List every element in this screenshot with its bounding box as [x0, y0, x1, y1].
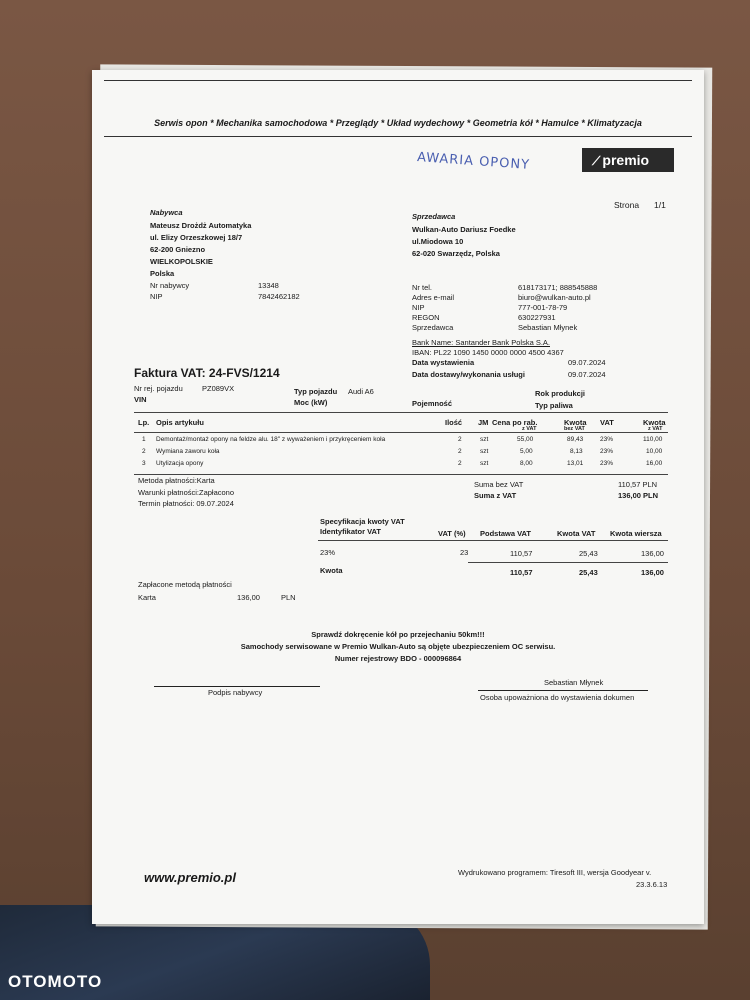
page-value: 1/1 — [654, 200, 666, 210]
vin-label: VIN — [134, 395, 147, 404]
seller-signature-line — [478, 690, 648, 691]
row-qty: 2 — [458, 436, 462, 443]
top-rule — [104, 80, 692, 81]
table-top-rule — [134, 412, 668, 413]
fuel-label: Typ paliwa — [535, 401, 573, 410]
notice-line2: Samochody serwisowane w Premio Wulkan-Auto są objęte ubezpieczeniem OC serwisu. — [240, 642, 556, 651]
invoice-title: Faktura VAT: 24-FVS/1214 — [134, 366, 280, 380]
notice-line1: Sprawdź dokręcenie kół po przejechaniu 50km!!! — [311, 630, 485, 639]
vat-total-vat: 25,43 — [579, 568, 598, 577]
seller-iban: IBAN: PL22 1090 1450 0000 0000 4500 4367 — [412, 348, 564, 357]
seller-bank: Bank Name: Santander Bank Polska S.A. — [412, 338, 550, 347]
col-desc: Opis artykułu — [156, 418, 204, 427]
table-row — [92, 460, 704, 472]
payment-due: Termin płatności: 09.07.2024 — [138, 499, 234, 508]
vehicle-type-label: Typ pojazdu — [294, 387, 338, 396]
seller-person-label: Sprzedawca — [412, 323, 454, 332]
vat-row-rate: 23 — [460, 548, 469, 557]
payment-method: Metoda płatności:Karta — [138, 476, 215, 485]
page-label: Strona — [614, 200, 640, 210]
vat-row-label: Kwota wiersza — [610, 529, 662, 538]
paid-method: Karta — [138, 593, 156, 602]
seller-regon-label: REGON — [412, 313, 440, 322]
buyer-nr-label: Nr nabywcy — [150, 281, 190, 290]
vat-row-vat: 25,43 — [579, 549, 598, 558]
seller-tel-label: Nr tel. — [412, 283, 433, 292]
table-row — [92, 448, 704, 460]
row-gross: 110,00 — [643, 436, 663, 443]
col-lp: Lp. — [138, 418, 150, 427]
buyer-name: Mateusz Drożdż Automatyka — [150, 221, 252, 230]
premio-logo-icon: ⟋ — [592, 154, 601, 168]
payment-terms: Warunki płatności:Zapłacono — [138, 488, 235, 497]
row-net: 8,13 — [570, 448, 583, 455]
col-net-sub: bez VAT — [564, 426, 585, 432]
seller-city: 62-020 Swarzędz, Polska — [412, 249, 500, 258]
row-jm: szt — [480, 448, 489, 455]
premio-logo — [582, 148, 674, 172]
paid-label: Zapłacone metodą płatności — [138, 580, 232, 589]
seller-regon-value: 630227931 — [518, 313, 556, 322]
vat-id-label: Identyfikator VAT — [320, 527, 381, 536]
row-vat: 23% — [600, 460, 614, 467]
buyer-signature-line — [154, 686, 320, 687]
col-vat: VAT — [600, 418, 614, 427]
notice-line3: Numer rejestrowy BDO - 000096864 — [334, 654, 462, 663]
printed-by: Wydrukowano programem: Tiresoft III, wersja Goodyear v. — [458, 868, 652, 877]
paid-amount: 136,00 — [237, 593, 260, 602]
vat-row-total: 136,00 — [641, 549, 664, 558]
col-gross: Kwota — [643, 418, 666, 427]
row-net: 89,43 — [567, 436, 584, 443]
seller-street: ul.Miodowa 10 — [412, 237, 464, 246]
seller-label: Sprzedawca — [412, 212, 456, 221]
buyer-region: WIELKOPOLSKIE — [150, 257, 213, 266]
row-net: 13,01 — [567, 460, 584, 467]
row-qty: 2 — [458, 448, 462, 455]
vehicle-type-value: Audi A6 — [348, 387, 374, 396]
issue-date-value: 09.07.2024 — [568, 358, 606, 367]
row-lp: 3 — [142, 460, 146, 467]
seller-person-value: Sebastian Młynek — [518, 323, 578, 332]
otomoto-watermark: OTOMOTO — [8, 972, 103, 991]
row-jm: szt — [480, 460, 489, 467]
paid-currency: PLN — [281, 593, 296, 602]
delivery-date-label: Data dostawy/wykonania usługi — [412, 370, 525, 379]
vat-total-rule — [468, 562, 668, 563]
row-vat: 23% — [600, 436, 614, 443]
buyer-street: ul. Elizy Orzeszkowej 18/7 — [150, 233, 243, 242]
vat-amount-label: Kwota VAT — [557, 529, 596, 538]
col-net: Kwota — [564, 418, 587, 427]
col-jm: JM — [478, 418, 489, 427]
vat-total-base: 110,57 — [510, 568, 533, 577]
row-desc: Demontaż/montaż opony na feldze alu. 18" z wyważeniem i przykręceniem koła — [156, 436, 386, 443]
row-lp: 1 — [142, 436, 146, 443]
vat-row-base: 110,57 — [510, 549, 533, 558]
col-gross-sub: z VAT — [648, 426, 663, 432]
row-lp: 2 — [142, 448, 146, 455]
row-jm: szt — [480, 436, 489, 443]
seller-email-label: Adres e-mail — [412, 293, 455, 302]
table-bottom-rule — [134, 474, 668, 475]
buyer-nip-label: NIP — [150, 292, 163, 301]
row-vat: 23% — [600, 448, 614, 455]
buyer-nip-value: 7842462182 — [258, 292, 300, 301]
services-line: Serwis opon * Mechanika samochodowa * Przeglądy * Układ wydechowy * Geometria kół * Hamulce * Klimatyzacja — [154, 118, 642, 128]
handwritten-note: AWARIA OPONY — [416, 150, 531, 173]
row-desc: Wymiana zaworu koła — [156, 448, 220, 455]
seller-signature-name: Sebastian Młynek — [544, 678, 604, 687]
vat-header-rule — [318, 540, 668, 541]
vat-spec-title: Specyfikacja kwoty VAT — [320, 517, 405, 526]
buyer-signature-label: Podpis nabywcy — [208, 688, 263, 697]
seller-name: Wulkan-Auto Dariusz Foedke — [412, 225, 516, 234]
net-sum-value: 110,57 PLN — [618, 480, 658, 489]
delivery-date-value: 09.07.2024 — [568, 370, 606, 379]
seller-tel-value: 618173171; 888545888 — [518, 283, 598, 292]
power-label: Moc (kW) — [294, 398, 328, 407]
row-desc: Utylizacja opony — [156, 460, 204, 467]
row-qty: 2 — [458, 460, 462, 467]
vat-base-label: Podstawa VAT — [480, 529, 531, 538]
year-label: Rok produkcji — [535, 389, 586, 398]
invoice-document — [92, 70, 704, 924]
header-rule — [104, 136, 692, 137]
vat-total-total: 136,00 — [641, 568, 664, 577]
row-price: 8,00 — [520, 460, 533, 467]
seller-nip-label: NIP — [412, 303, 425, 312]
logo-text: premio — [602, 152, 650, 168]
website-link[interactable]: www.premio.pl — [144, 870, 236, 885]
vat-total-label: Kwota — [320, 566, 343, 575]
vat-rate-label: VAT (%) — [438, 529, 466, 538]
buyer-country: Polska — [150, 269, 175, 278]
capacity-label: Pojemność — [412, 399, 453, 408]
table-row — [92, 436, 704, 448]
col-price: Cena po rab. — [492, 418, 538, 427]
col-qty: Ilość — [445, 418, 463, 427]
row-gross: 10,00 — [646, 448, 663, 455]
buyer-city: 62-200 Gniezno — [150, 245, 206, 254]
buyer-label: Nabywca — [150, 208, 183, 217]
issue-date-label: Data wystawienia — [412, 358, 475, 367]
table-header-rule — [134, 432, 668, 433]
net-sum-label: Suma bez VAT — [474, 480, 524, 489]
col-price-sub: z VAT — [522, 426, 537, 432]
vat-row-id: 23% — [320, 548, 336, 557]
seller-signature-label: Osoba upoważniona do wystawienia dokumen — [480, 693, 635, 702]
row-price: 5,00 — [520, 448, 533, 455]
seller-email-value: biuro@wulkan-auto.pl — [518, 293, 591, 302]
row-price: 55,00 — [517, 436, 534, 443]
reg-value: PZ089VX — [202, 384, 235, 393]
gross-sum-label: Suma z VAT — [474, 491, 517, 500]
reg-label: Nr rej. pojazdu — [134, 384, 183, 393]
buyer-nr-value: 13348 — [258, 281, 279, 290]
gross-sum-value: 136,00 PLN — [618, 491, 659, 500]
row-gross: 16,00 — [646, 460, 663, 467]
software-version: 23.3.6.13 — [636, 880, 668, 889]
seller-nip-value: 777-001-78-79 — [518, 303, 568, 312]
